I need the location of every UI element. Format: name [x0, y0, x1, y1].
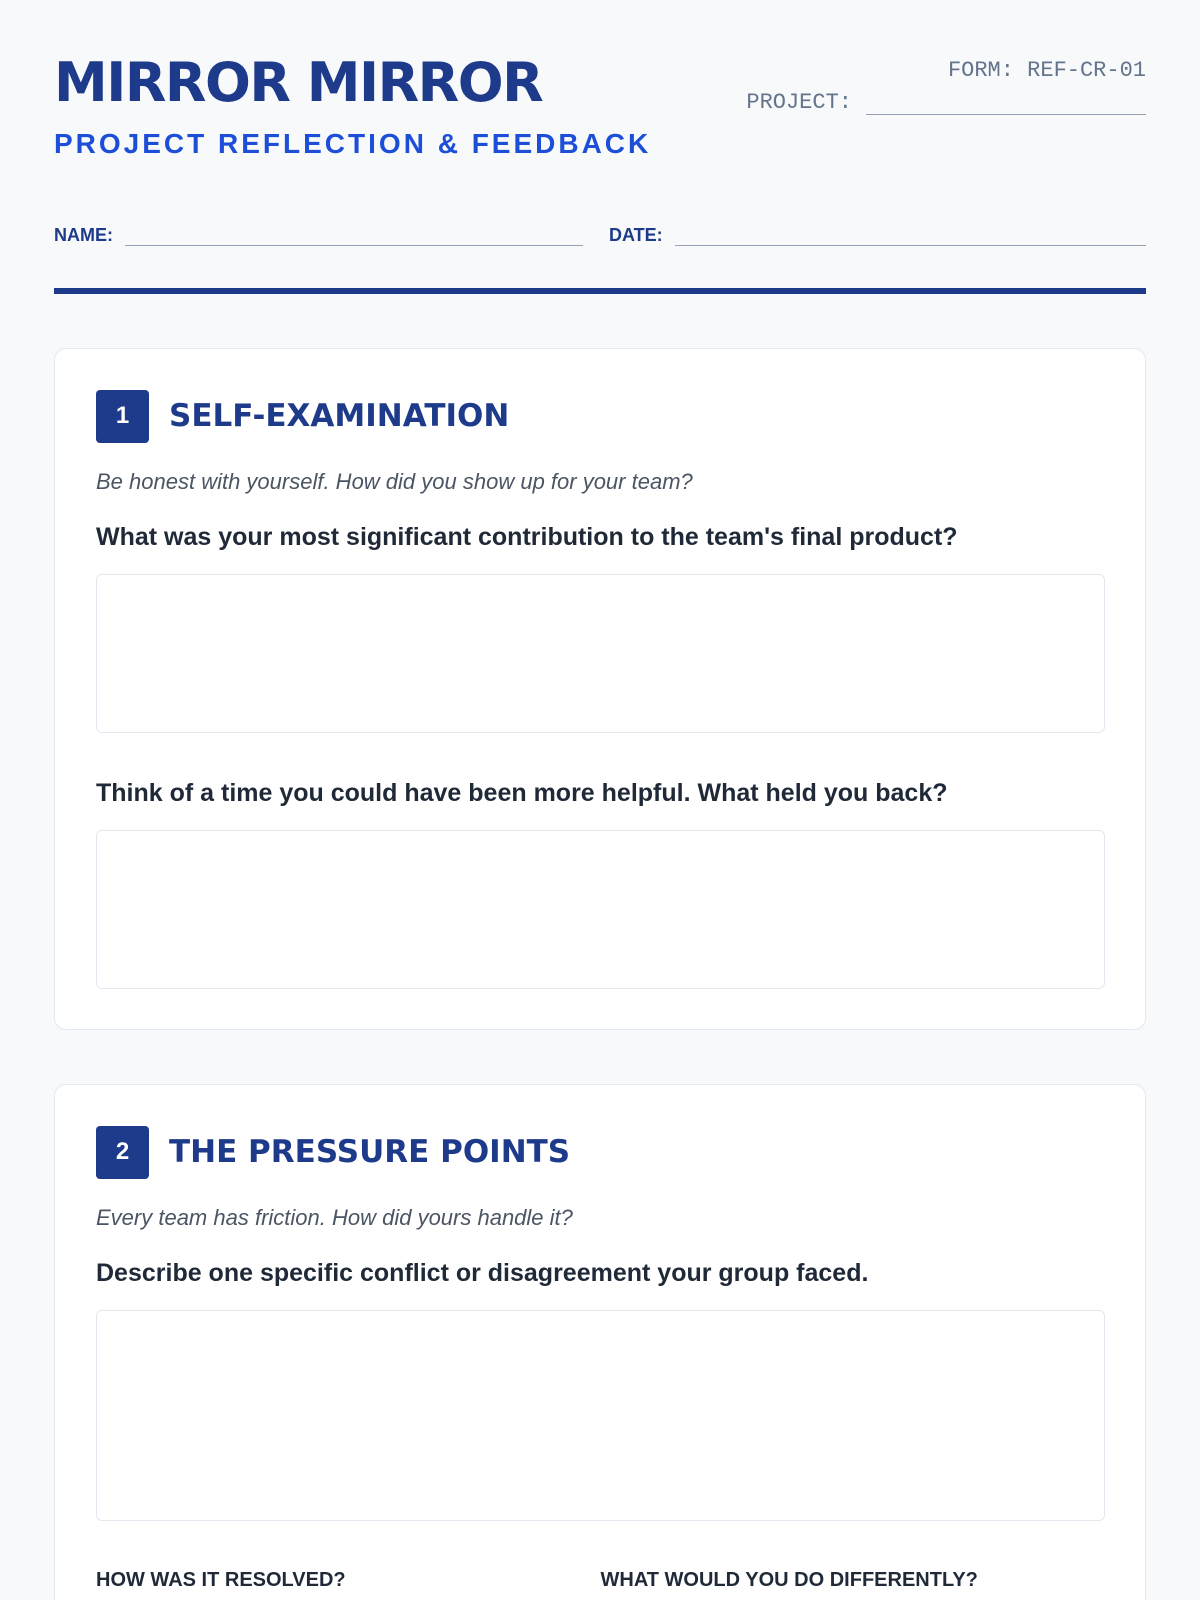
name-label: NAME: — [54, 225, 113, 245]
sub-prompt-differently: WHAT WOULD YOU DO DIFFERENTLY? — [600, 1569, 978, 1591]
section-pressure-points — [54, 1084, 1146, 1600]
section-title: THE PRESSURE POINTS — [169, 1134, 571, 1170]
question-label: Think of a time you could have been more helpful. What held you back? — [96, 779, 948, 807]
name-input-line[interactable] — [125, 216, 583, 246]
section-intro: Be honest with yourself. How did you show up for your team? — [96, 469, 693, 494]
sub-prompt-row — [96, 1569, 1105, 1592]
project-field — [746, 90, 1146, 115]
date-input-line[interactable] — [675, 216, 1146, 246]
form-code: FORM: REF-CR-01 — [947, 58, 1146, 83]
page-subtitle: PROJECT REFLECTION & FEEDBACK — [54, 128, 652, 159]
page-title: MIRROR MIRROR — [54, 51, 543, 114]
section-header — [96, 389, 1105, 443]
section-number-badge: 2 — [96, 1126, 149, 1179]
sub-prompt-resolved: HOW WAS IT RESOLVED? — [96, 1569, 346, 1591]
question-label: Describe one specific conflict or disagreement your group faced. — [96, 1259, 869, 1287]
section-intro: Every team has friction. How did yours handle it? — [96, 1205, 573, 1230]
answer-box[interactable] — [96, 830, 1105, 989]
section-self-examination — [54, 348, 1146, 1030]
answer-box[interactable] — [96, 574, 1105, 733]
date-label: DATE: — [609, 225, 663, 245]
project-label: PROJECT: — [746, 90, 852, 115]
section-number-badge: 1 — [96, 390, 149, 443]
project-input-line[interactable] — [866, 91, 1146, 115]
header — [54, 0, 1146, 170]
section-title: SELF-EXAMINATION — [169, 398, 510, 434]
section-header — [96, 1125, 1105, 1179]
header-divider — [54, 288, 1146, 294]
question-label: What was your most significant contribution to the team's final product? — [96, 523, 958, 551]
name-date-row — [54, 212, 1146, 246]
answer-box[interactable] — [96, 1310, 1105, 1521]
